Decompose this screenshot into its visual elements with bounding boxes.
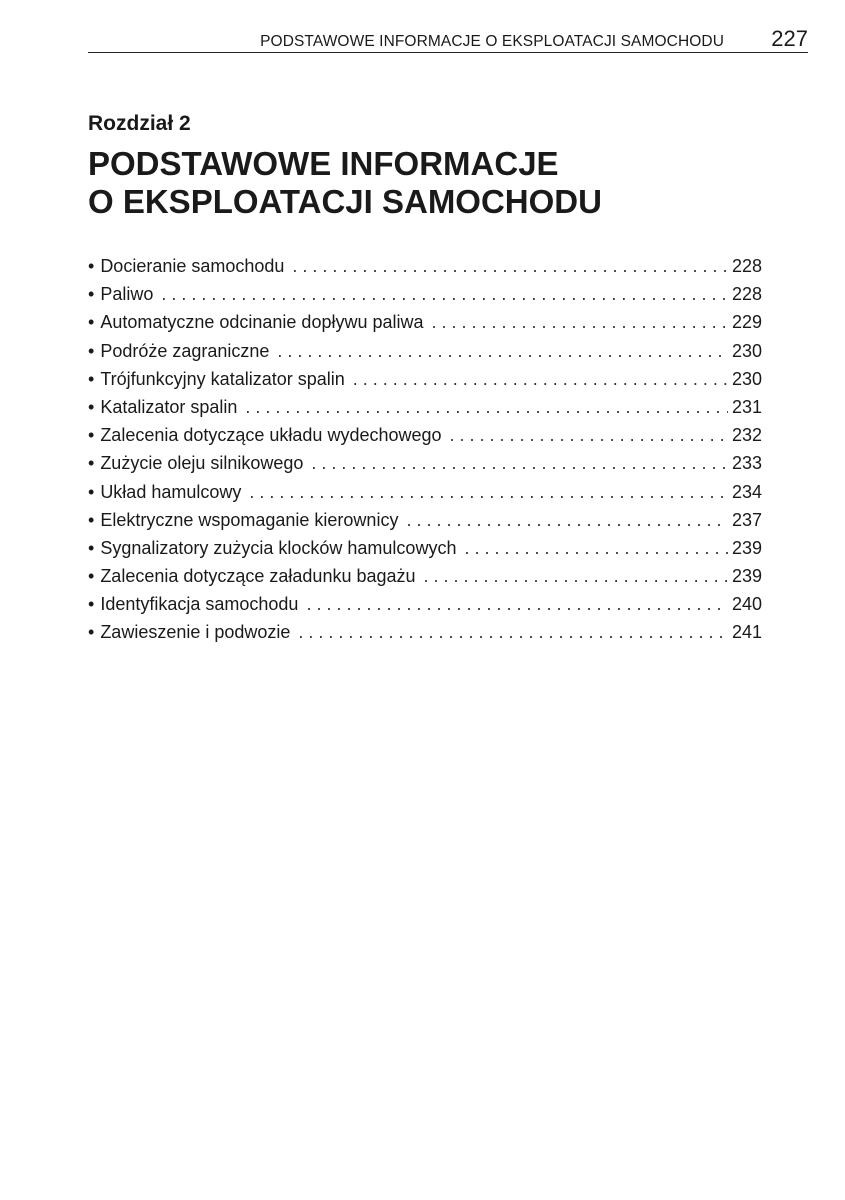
dot-leader [245, 397, 728, 418]
dot-leader [406, 510, 728, 531]
toc-entry-page: 229 [731, 312, 762, 333]
toc-entry[interactable] [88, 425, 762, 453]
dot-leader [277, 341, 728, 362]
chapter-label: Rozdział 2 [88, 112, 191, 135]
dot-leader [292, 256, 728, 277]
dot-leader [249, 482, 728, 503]
toc-entry[interactable] [88, 566, 762, 594]
dot-leader [353, 369, 728, 390]
toc-entry[interactable] [88, 256, 762, 284]
toc-entry[interactable] [88, 284, 762, 312]
dot-leader [306, 594, 728, 615]
toc-entry-title: Trójfunkcyjny katalizator spalin [100, 368, 345, 389]
bullet-icon: • [88, 340, 95, 361]
toc-entry[interactable] [88, 341, 762, 369]
toc-entry-page: 230 [731, 368, 762, 389]
dot-leader [432, 312, 728, 333]
dot-leader [161, 284, 728, 305]
toc-entry-page: 232 [731, 425, 762, 446]
toc-entry-page: 233 [731, 453, 762, 474]
toc-entry-title: Identyfikacja samochodu [100, 594, 299, 615]
bullet-icon: • [88, 537, 95, 558]
toc-entry[interactable] [88, 312, 762, 340]
bullet-icon: • [88, 425, 95, 446]
toc-entry-page: 231 [731, 396, 762, 417]
toc-entry[interactable] [88, 453, 762, 481]
toc-entry-page: 228 [731, 256, 762, 276]
bullet-icon: • [88, 368, 95, 389]
toc-entry-title: Paliwo [100, 284, 154, 305]
chapter-title-line-2: O EKSPLOATACJI SAMOCHODU [88, 183, 602, 220]
toc-entry-title: Zalecenia dotyczące załadunku bagażu [100, 566, 416, 587]
bullet-icon: • [88, 566, 95, 587]
toc-entry-page: 239 [731, 537, 762, 558]
bullet-icon: • [88, 481, 95, 502]
toc-entry[interactable] [88, 594, 762, 622]
chapter-title [88, 145, 602, 221]
toc-entry-page: 240 [731, 594, 762, 615]
toc-entry[interactable] [88, 482, 762, 510]
bullet-icon: • [88, 453, 95, 474]
toc-entry-title: Układ hamulcowy [100, 481, 242, 502]
bullet-icon: • [88, 622, 95, 643]
bullet-icon: • [88, 594, 95, 615]
bullet-icon: • [88, 509, 95, 530]
toc-entry-page: 241 [731, 622, 762, 643]
bullet-icon: • [88, 284, 95, 305]
toc-entry[interactable] [88, 397, 762, 425]
dot-leader [464, 538, 727, 559]
toc-entry-title: Elektryczne wspomaganie kierownicy [100, 509, 399, 530]
toc-entry-page: 237 [731, 509, 762, 530]
toc-entry-page: 230 [731, 340, 762, 361]
toc-entry-page: 234 [731, 481, 762, 502]
toc-entry-title: Zawieszenie i podwozie [100, 622, 291, 643]
toc-entry-title: Sygnalizatory zużycia klocków hamulcowych [100, 537, 457, 558]
toc-entry-title: Zużycie oleju silnikowego [100, 453, 304, 474]
dot-leader [424, 566, 728, 587]
toc-entry-page: 239 [731, 566, 762, 587]
toc-entry[interactable] [88, 538, 762, 566]
bullet-icon: • [88, 256, 95, 276]
running-header [88, 26, 808, 53]
toc-entry-page: 228 [731, 284, 762, 305]
toc-entry-title: Zalecenia dotyczące układu wydechowego [100, 425, 442, 446]
toc-entry-title: Katalizator spalin [100, 396, 238, 417]
toc-entry-title: Podróże zagraniczne [100, 340, 270, 361]
toc-entry[interactable] [88, 622, 762, 650]
dot-leader [298, 622, 728, 643]
dot-leader [311, 453, 728, 474]
toc-entry[interactable] [88, 510, 762, 538]
toc-entry[interactable] [88, 369, 762, 397]
toc-entry-title: Automatyczne odcinanie dopływu paliwa [100, 312, 424, 333]
running-title: PODSTAWOWE INFORMACJE O EKSPLOATACJI SAMOCHODU [260, 33, 724, 50]
dot-leader [450, 425, 728, 446]
page-number: 227 [771, 26, 808, 51]
chapter-title-line-1: PODSTAWOWE INFORMACJE [88, 145, 559, 182]
table-of-contents [88, 256, 762, 651]
bullet-icon: • [88, 396, 95, 417]
toc-entry-title: Docieranie samochodu [100, 256, 285, 276]
bullet-icon: • [88, 312, 95, 333]
